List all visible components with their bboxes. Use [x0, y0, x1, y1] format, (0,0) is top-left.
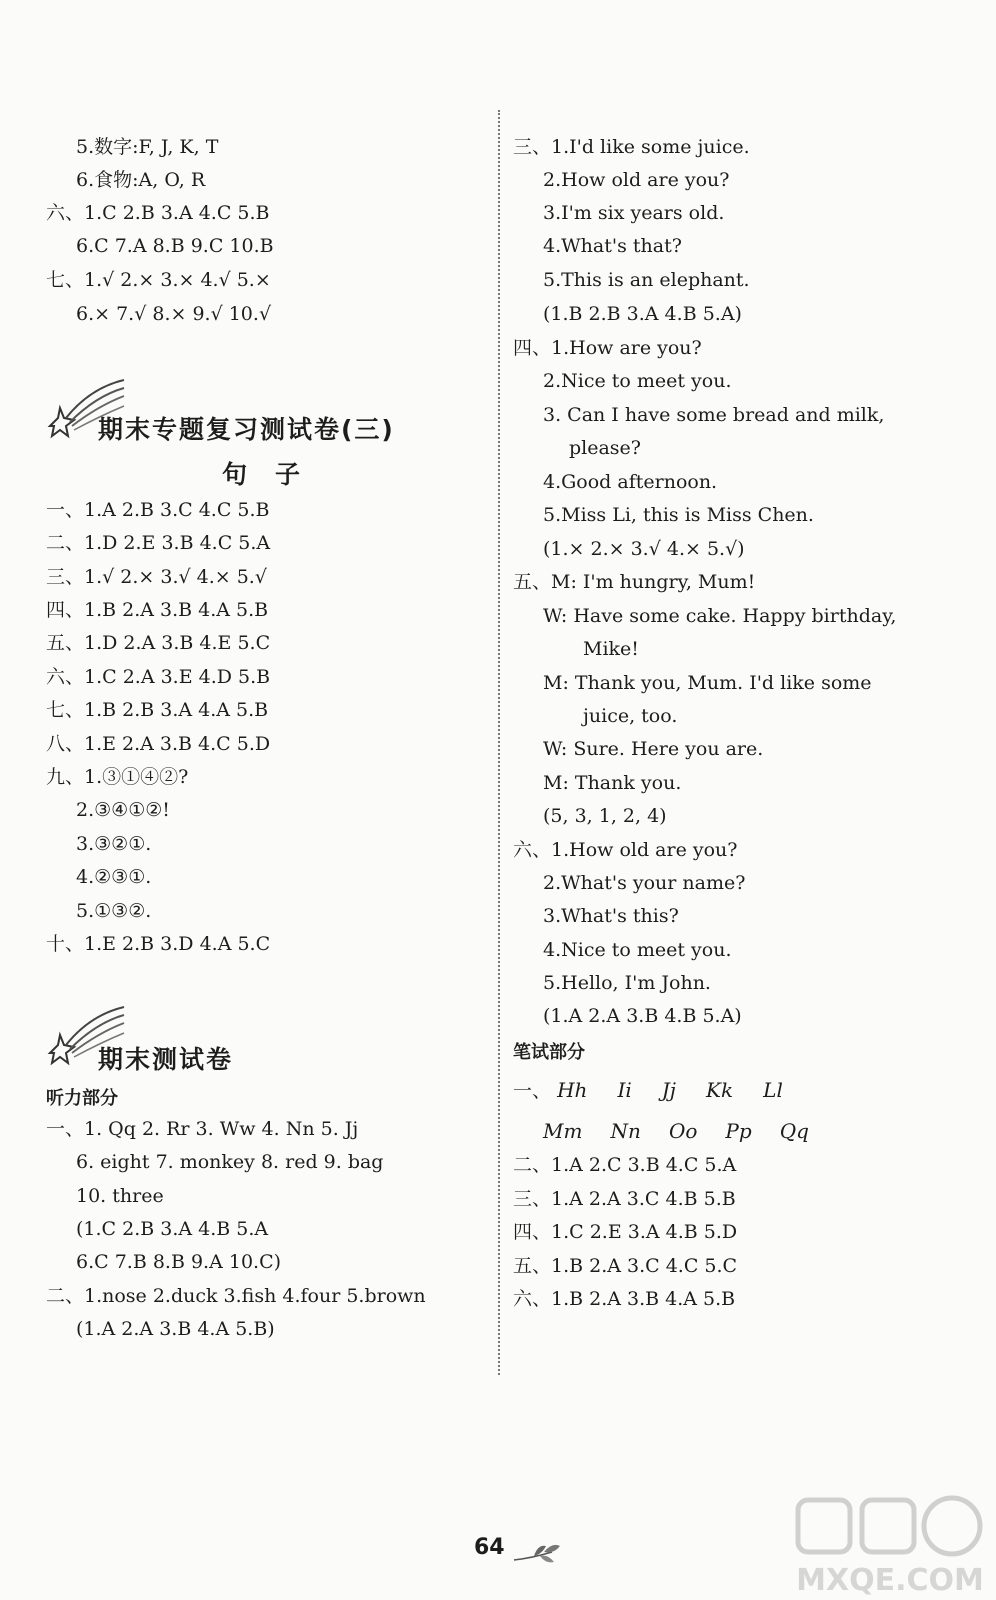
answer-line: 6.× 7.√ 8.× 9.√ 10.√ — [76, 303, 272, 325]
section-title-final-test: 期末测试卷 — [98, 1045, 234, 1074]
script-letter: Ll — [763, 1078, 783, 1102]
written-part-heading: 笔试部分 — [513, 1042, 585, 1063]
answer-line: 九、1.③①④②? — [46, 766, 189, 788]
answer-line: 六、1.C 2.B 3.A 4.C 5.B — [46, 202, 270, 224]
answer-line: 四、1.B 2.A 3.B 4.A 5.B — [46, 599, 269, 621]
page-number: 64 — [474, 1535, 505, 1560]
answer-line: 6.C 7.B 8.B 9.A 10.C) — [76, 1251, 282, 1273]
answer-line: 十、1.E 2.B 3.D 4.A 5.C — [46, 933, 271, 955]
answer-line: (5, 3, 1, 2, 4) — [543, 805, 667, 827]
answer-line: 4.②③①. — [76, 866, 152, 888]
answer-line: 10. three — [76, 1185, 164, 1207]
answer-line: juice, too. — [583, 705, 678, 727]
answer-line: 2.③④①②! — [76, 799, 170, 821]
script-letter: Mm — [543, 1119, 583, 1143]
script-letter: Nn — [610, 1119, 641, 1143]
answer-line: 六、1.B 2.A 3.B 4.A 5.B — [513, 1288, 736, 1310]
answer-line: 5.①③②. — [76, 900, 152, 922]
answer-line: 6. eight 7. monkey 8. red 9. bag — [76, 1151, 384, 1173]
answer-line: 八、1.E 2.A 3.B 4.C 5.D — [46, 733, 271, 755]
answer-line: (1.C 2.B 3.A 4.B 5.A — [76, 1218, 269, 1240]
answer-line: please? — [569, 437, 641, 459]
section-title-final-review-3: 期末专题复习测试卷(三) — [98, 415, 395, 444]
script-letter: Kk — [706, 1078, 734, 1102]
script-letter: Jj — [661, 1078, 676, 1102]
answer-line: 3. Can I have some bread and milk, — [543, 404, 885, 426]
answer-line: 七、1.√ 2.× 3.× 4.√ 5.× — [46, 269, 271, 291]
answer-line: W: Sure. Here you are. — [543, 738, 764, 760]
answer-line: 三、1.√ 2.× 3.√ 4.× 5.√ — [46, 566, 267, 588]
answer-line: 二、1.nose 2.duck 3.fish 4.four 5.brown — [46, 1285, 426, 1307]
answer-line: 2.What's your name? — [543, 872, 746, 894]
answer-line: 二、1.A 2.C 3.B 4.C 5.A — [513, 1154, 737, 1176]
answer-line: 3.I'm six years old. — [543, 202, 725, 224]
answer-line: 四、1.How are you? — [513, 337, 702, 359]
answer-line: 5.Miss Li, this is Miss Chen. — [543, 504, 814, 526]
answer-line: 四、1.C 2.E 3.A 4.B 5.D — [513, 1221, 738, 1243]
answer-line: 二、1.D 2.E 3.B 4.C 5.A — [46, 532, 271, 554]
handwriting-row-2 — [543, 1117, 809, 1145]
watermark-logo — [790, 1490, 990, 1600]
answer-line: 6.C 7.A 8.B 9.C 10.B — [76, 235, 274, 257]
script-letter: Pp — [725, 1119, 752, 1143]
answer-line: 五、M: I'm hungry, Mum! — [513, 571, 756, 593]
leaf-ornament-icon — [512, 1538, 574, 1568]
answer-line: 4.Good afternoon. — [543, 471, 718, 493]
answer-line: 4.Nice to meet you. — [543, 939, 732, 961]
answer-line: M: Thank you. — [543, 772, 682, 794]
answer-line: 六、1.How old are you? — [513, 839, 738, 861]
handwriting-row-1 — [513, 1076, 783, 1104]
answer-line: W: Have some cake. Happy birthday, — [543, 605, 897, 627]
answer-line: 一、1. Qq 2. Rr 3. Ww 4. Nn 5. Jj — [46, 1118, 359, 1140]
column-divider — [498, 110, 500, 1375]
answer-line: (1.A 2.A 3.B 4.B 5.A) — [543, 1005, 742, 1027]
script-letter: Qq — [779, 1119, 809, 1143]
answer-line: M: Thank you, Mum. I'd like some — [543, 672, 872, 694]
answer-line: 4.What's that? — [543, 235, 682, 257]
answer-line: (1.B 2.B 3.A 4.B 5.A) — [543, 303, 742, 325]
script-letter: Oo — [668, 1119, 698, 1143]
watermark-emblem-icon — [790, 1490, 990, 1570]
answer-line: 3.③②①. — [76, 833, 152, 855]
listening-part-heading: 听力部分 — [46, 1088, 118, 1109]
answer-line: 3.What's this? — [543, 905, 679, 927]
answer-line: 2.How old are you? — [543, 169, 730, 191]
answer-line: Mike! — [583, 638, 639, 660]
section-subtitle-sentences: 句子 — [222, 460, 329, 489]
script-letter: Hh — [557, 1078, 588, 1102]
script-letter: Ii — [617, 1078, 632, 1102]
answer-line: 三、1.A 2.A 3.C 4.B 5.B — [513, 1188, 736, 1210]
answer-line: 三、1.I'd like some juice. — [513, 136, 750, 158]
answer-line: 一、1.A 2.B 3.C 4.C 5.B — [46, 499, 270, 521]
answer-line: 6.食物:A, O, R — [76, 169, 206, 191]
answer-line: 六、1.C 2.A 3.E 4.D 5.B — [46, 666, 271, 688]
answer-line: 五、1.B 2.A 3.C 4.C 5.C — [513, 1255, 738, 1277]
answer-line: 5.This is an elephant. — [543, 269, 750, 291]
answer-line: (1.× 2.× 3.√ 4.× 5.√) — [543, 538, 745, 560]
answer-line: 5.数字:F, J, K, T — [76, 136, 219, 158]
question-number: 一、 — [513, 1080, 552, 1102]
answer-line: 五、1.D 2.A 3.B 4.E 5.C — [46, 632, 271, 654]
answer-line: 2.Nice to meet you. — [543, 370, 732, 392]
answer-line: 七、1.B 2.B 3.A 4.A 5.B — [46, 699, 269, 721]
answer-line: 5.Hello, I'm John. — [543, 972, 711, 994]
answer-line: (1.A 2.A 3.B 4.A 5.B) — [76, 1318, 275, 1340]
watermark-text: MXQE.COM — [796, 1563, 984, 1598]
